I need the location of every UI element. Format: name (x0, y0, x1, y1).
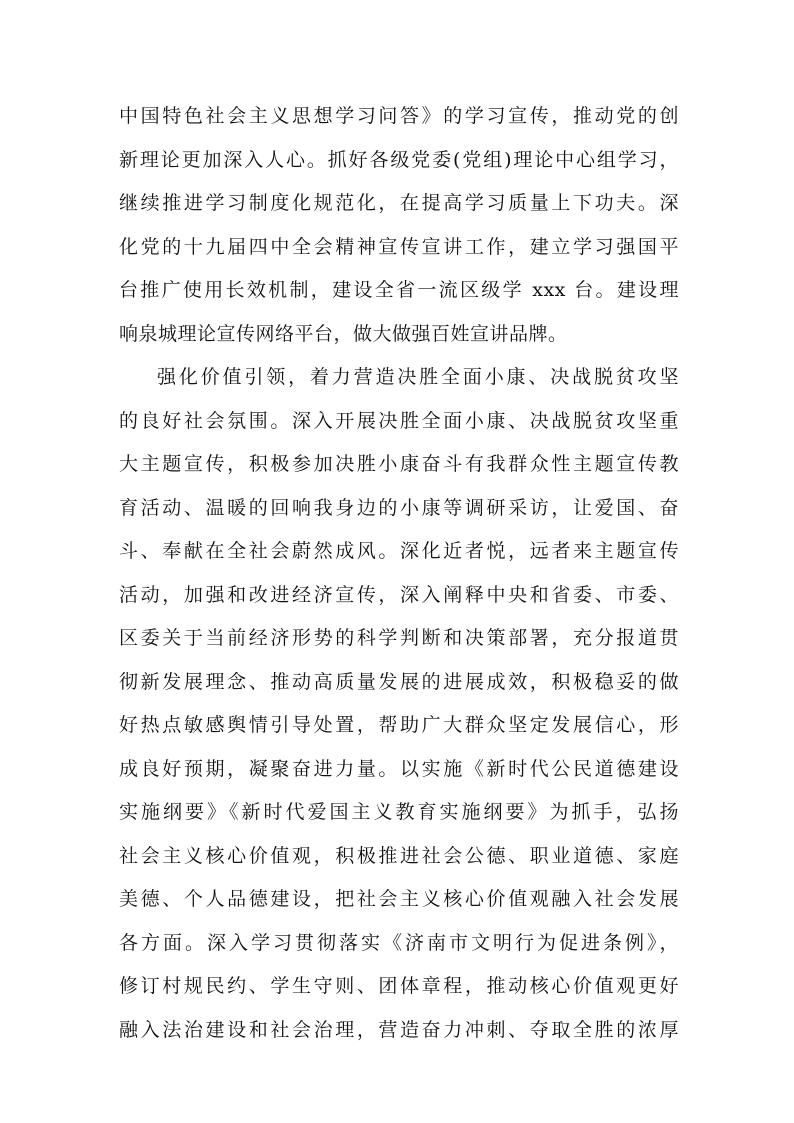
paragraph-first-line: 强化价值引领，着力营造决胜全面小康、决战脱贫攻坚 (157, 366, 679, 388)
text-line: 响泉城理论宣传网络平台，做大做强百姓宣讲品牌。 (119, 322, 568, 345)
text-line: 育活动、温暖的回响我身边的小康等调研采访，让爱国、奋 (119, 496, 679, 519)
text-line: 各方面。深入学习贯彻落实《济南市文明行为促进条例》， (119, 931, 679, 954)
text-line: 中国特色社会主义思想学习问答》的学习宣传，推动党的创 (119, 105, 679, 127)
text-line: 化党的十九届四中全会精神宣传宣讲工作，建立学习强国平 (119, 235, 679, 258)
text-line: 实施纲要》《新时代爱国主义教育实施纲要》为抓手，弘扬 (119, 801, 679, 823)
text-line: 社会主义核心价值观，积极推进社会公德、职业道德、家庭 (119, 844, 679, 867)
text-line: 彻新发展理念、推动高质量发展的进展成效，积极稳妥的做 (119, 670, 679, 693)
text-line: 成良好预期，凝聚奋进力量。以实施《新时代公民道德建设 (119, 757, 679, 780)
text-line: 继续推进学习制度化规范化，在提高学习质量上下功夫。深 (119, 192, 679, 214)
text-line: 融入法治建设和社会治理，营造奋力冲刺、夺取全胜的浓厚 (119, 1018, 679, 1041)
text-line: 美德、个人品德建设，把社会主义核心价值观融入社会发展 (119, 888, 679, 910)
text-line: 好热点敏感舆情引导处置，帮助广大群众坚定发展信心，形 (119, 714, 679, 736)
text-line: 区委关于当前经济形势的科学判断和决策部署，充分报道贯 (119, 627, 679, 649)
text-line: 修订村规民约、学生守则、团体章程，推动核心价值观更好 (119, 975, 679, 997)
text-line: 新理论更加深入人心。抓好各级党委(党组)理论中心组学习， (119, 148, 679, 171)
text-line: 斗、奉献在全社会蔚然成风。深化近者悦，远者来主题宣传 (119, 540, 679, 562)
text-line: 台推广使用长效机制，建设全省一流区级学 xxx 台。建设理 (119, 279, 679, 301)
text-line: 活动，加强和改进经济宣传，深入阐释中央和省委、市委、 (119, 583, 679, 606)
text-line: 的良好社会氛围。深入开展决胜全面小康、决战脱贫攻坚重 (119, 409, 679, 432)
text-line: 大主题宣传，积极参加决胜小康奋斗有我群众性主题宣传教 (119, 453, 679, 475)
body-text (119, 95, 679, 1052)
